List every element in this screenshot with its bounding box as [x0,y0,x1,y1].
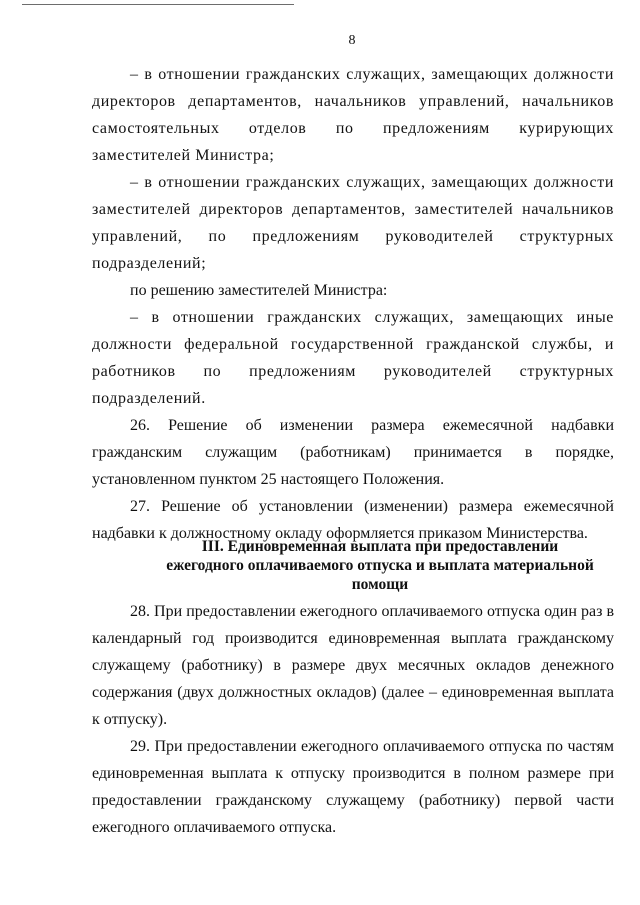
paragraph-27: 27. Решение об установлении (изменении) размера ежемесячной надбавки к должностному окладу оформляется приказом Министерства. [92,498,614,542]
section-heading [150,537,610,594]
section-heading-line-1: III. Единовременная выплата при предоставлении [201,538,559,555]
body-text-after-heading [92,598,614,841]
paragraph-deputy-ministers-decision: по решению заместителей Министра: [130,282,388,299]
body-text-before-heading [92,61,614,547]
paragraph-dash-deputies: – в отношении гражданских служащих, замещающих должности заместителей директоров департаментов, заместителей начальников управлений, по предложениям руководителей структурных подразделений; [92,174,614,272]
paragraph-29: 29. При предоставлении ежегодного оплачиваемого отпуска по частям единовременная выплата к отпуску производится в полном размере при предоставлении гражданскому служащему (работнику) первой части ежегодного оплачиваемого отпуска. [92,738,614,836]
paragraph-26: 26. Решение об изменении размера ежемесячной надбавки гражданским служащим (работникам) принимается в порядке, установленном пунктом 25 настоящего Положения. [92,417,614,488]
paragraph-dash-other-positions: – в отношении гражданских служащих, замещающих иные должности федеральной государственной гражданской службы, и работников по предложениям руководителей структурных подразделений. [92,309,614,407]
paragraph-dash-directors: – в отношении гражданских служащих, замещающих должности директоров департаментов, начальников управлений, начальников самостоятельных отделов по предложениям курирующих заместителей Министра; [92,66,614,164]
paragraph-28: 28. При предоставлении ежегодного оплачиваемого отпуска один раз в календарный год производится единовременная выплата гражданскому служащему (работнику) в размере двух месячных окладов денежного содержания (двух должностных окладов) (далее – единовременная выплата к отпуску). [92,603,614,728]
scan-top-rule [22,4,294,5]
page-number: 8 [348,33,356,48]
section-heading-line-3: помощи [351,576,409,593]
section-heading-line-2: ежегодного оплачиваемого отпуска и выплата материальной [166,557,594,574]
